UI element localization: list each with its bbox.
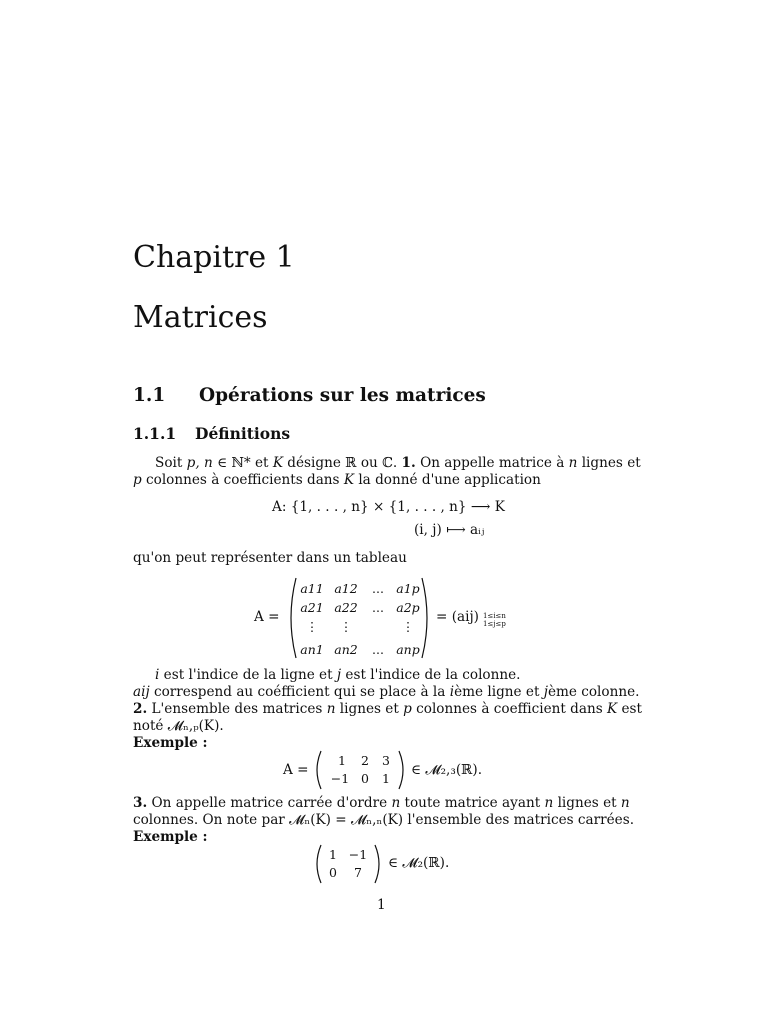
cell-a22: a22 [334,600,358,615]
cell: −1 [348,847,368,862]
section-title: Opérations sur les matrices [199,385,486,406]
example1-lhs: A = [283,762,309,778]
item3-line2: colonnes. On note par 𝓜ₙ(K) = 𝓜ₙ,ₙ(K) l'ensemble des matrices carrées. [133,812,635,828]
cell: 7 [354,865,362,880]
cell-dots: ... [372,642,384,657]
index-line: i est l'indice de la ligne et j est l'indice de la colonne. [155,667,521,683]
cell: 1 [338,753,346,768]
example-label-2: Exemple : [133,829,208,845]
example2-matrix [312,843,384,885]
cell-dots: ... [372,581,384,596]
matrix-general-lhs: A = [254,609,280,625]
subsection-heading [133,424,290,443]
mapping-line1: A: {1, . . . , n} × {1, . . . , n} ⟶ K [272,499,505,515]
example2-rhs: ∈ 𝓜₂(ℝ). [388,855,450,871]
para1-line1: Soit p, n ∈ ℕ* et K désigne ℝ ou ℂ. 1. On appelle matrice à n lignes et [155,455,641,471]
cell: 3 [382,753,390,768]
item2-line2: noté 𝓜ₙ,ₚ(K). [133,718,224,734]
example1-rhs: ∈ 𝓜₂,₃(ℝ). [411,762,483,778]
cell-vdots: ⋮ [305,619,319,634]
matrix-general-subscripts: 1≤i≤n 1≤j≤p [483,612,506,628]
cell-anp: anp [396,642,420,657]
para1-line2: p colonnes à coefficients dans K la donné d'une application [133,472,541,488]
represent-text: qu'on peut représenter dans un tableau [133,550,407,566]
cell-a2p: a2p [396,600,420,615]
cell: 0 [329,865,337,880]
item-1-number: 1. [401,455,416,471]
item-2-number: 2. [133,701,148,717]
cell-dots: ... [372,600,384,615]
subsection-title: Définitions [195,424,291,443]
item2-line1: 2. L'ensemble des matrices n lignes et p colonnes à coefficient dans K est [133,701,642,717]
cell: 0 [361,771,369,786]
matrix-general [284,575,434,661]
cell: 1 [382,771,390,786]
section-number: 1.1 [133,385,166,406]
cell-a1p: a1p [396,581,420,596]
example1-matrix [312,749,408,791]
section-heading [133,385,486,406]
chapter-title: Matrices [133,300,268,335]
cell-vdots: ⋮ [401,619,415,634]
coef-line: aij correspend au coéfficient qui se place à la ième ligne et jème colonne. [133,684,640,700]
cell-a11: a11 [300,581,324,596]
subsection-number: 1.1.1 [133,424,177,443]
chapter-label: Chapitre 1 [133,240,295,275]
cell-a21: a21 [300,600,324,615]
cell-an2: an2 [334,642,358,657]
cell: 1 [329,847,337,862]
item-3-number: 3. [133,795,148,811]
matrix-general-rhs: = (aij) [436,609,479,625]
item3-line1: 3. On appelle matrice carrée d'ordre n toute matrice ayant n lignes et n [133,795,630,811]
example-label-1: Exemple : [133,735,208,751]
mapping-line2: (i, j) ⟼ aᵢⱼ [414,522,485,538]
cell: 2 [361,753,369,768]
cell-an1: an1 [300,642,324,657]
cell: −1 [330,771,350,786]
page-number: 1 [377,897,386,913]
cell-a12: a12 [334,581,358,596]
cell-vdots: ⋮ [339,619,353,634]
